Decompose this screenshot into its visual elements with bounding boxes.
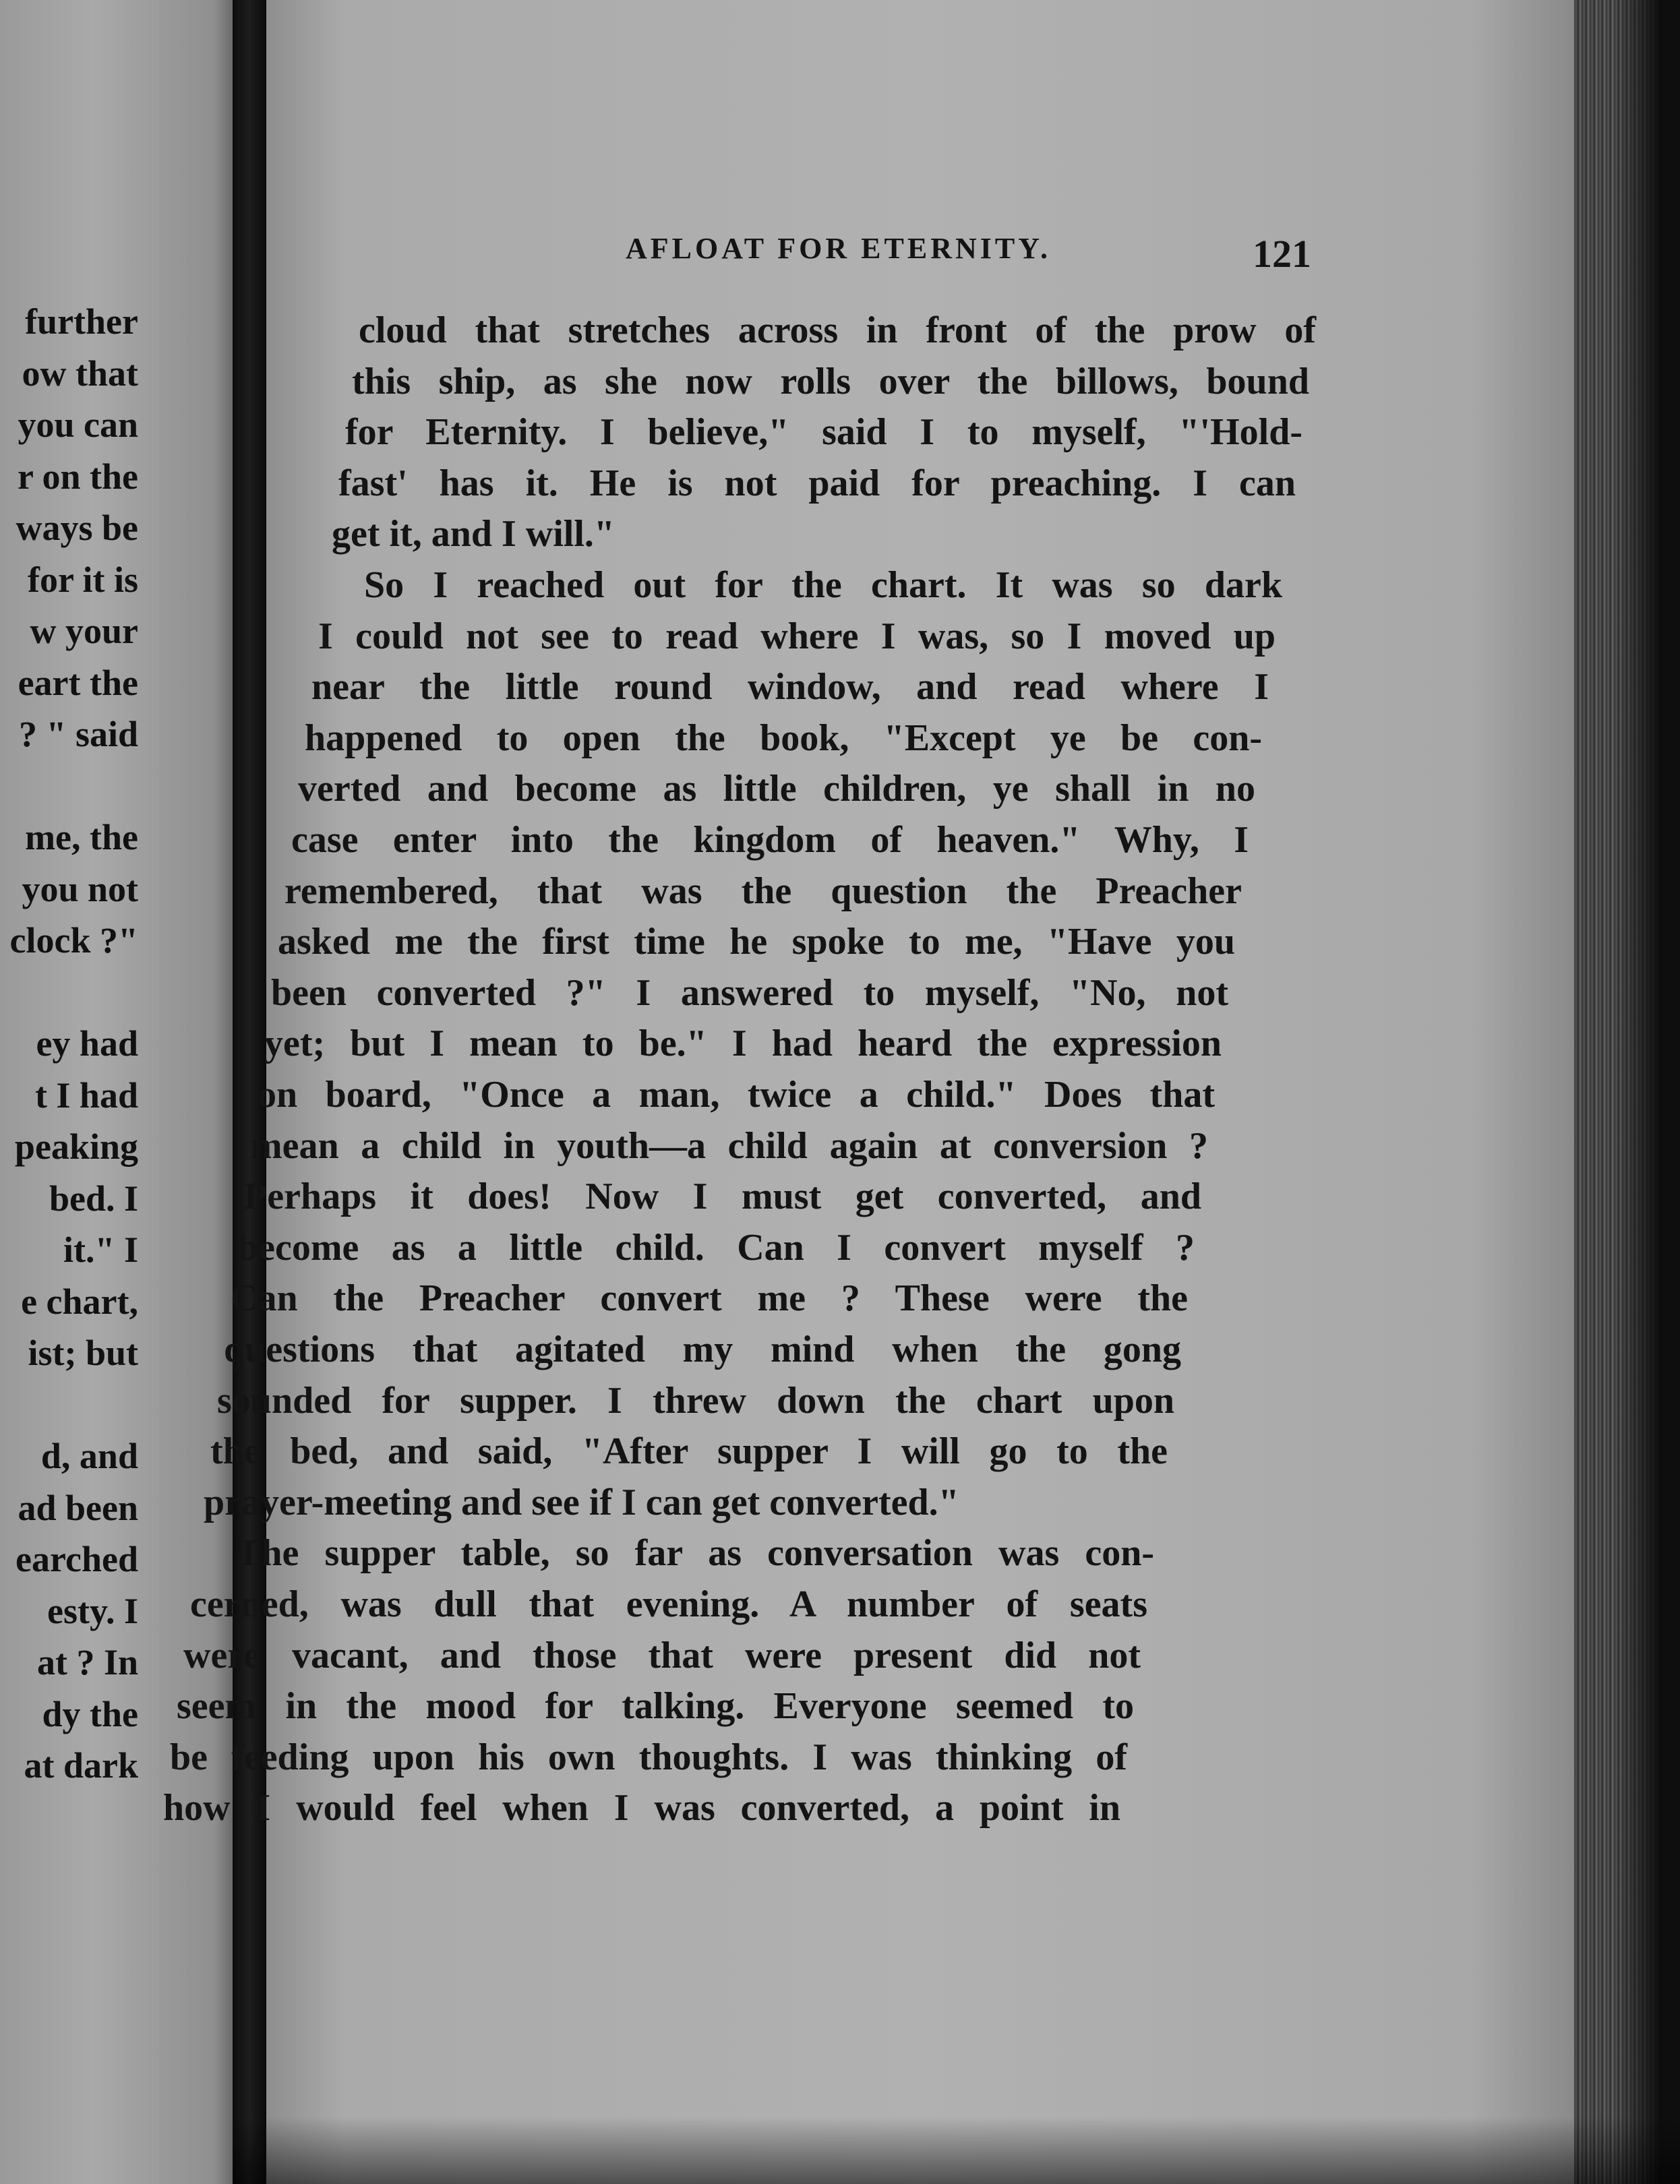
body-line: Perhaps it does! Now I must get converted, and [244, 1176, 1201, 1218]
left-page-line: bed. I [49, 1178, 138, 1219]
left-page-line: for it is [28, 559, 138, 600]
body-line: asked me the first time he spoke to me, "Have you [278, 921, 1235, 963]
body-line: become as a little child. Can I convert myself ? [237, 1226, 1195, 1269]
left-page-line: at ? In [36, 1642, 138, 1682]
left-page-fragment [0, 0, 233, 2184]
left-page-line: it." I [63, 1230, 138, 1270]
left-page-line: ? " said [18, 714, 138, 754]
left-page-line: at dark [24, 1745, 138, 1786]
body-line: sounded for supper. I threw down the chart upon [217, 1379, 1174, 1422]
body-line: I could not see to read where I was, so I moved up [318, 615, 1276, 657]
left-page-line: you not [22, 868, 138, 909]
body-line: been converted ?" I answered to myself, "No, not [271, 971, 1228, 1014]
body-line: cloud that stretches across in front of the prow of [359, 309, 1316, 351]
left-page-line: ways be [16, 508, 138, 548]
body-line: how I would feel when I was converted, a point in [163, 1787, 1120, 1829]
left-page-line: further [25, 301, 138, 342]
body-line: prayer-meeting and see if I can get converted." [204, 1481, 959, 1523]
left-page-line: w your [30, 611, 138, 651]
left-page-line: esty. I [47, 1590, 138, 1631]
left-page-line: eart the [18, 662, 138, 703]
body-line: Can the Preacher convert me ? These were the [231, 1277, 1188, 1320]
body-line: seem in the mood for talking. Everyone seemed to [177, 1685, 1134, 1728]
left-page-line: d, and [40, 1436, 138, 1476]
body-line: So I reached out for the chart. It was so dark [364, 564, 1282, 606]
running-head: AFLOAT FOR ETERNITY. [626, 232, 1051, 265]
left-page-line: you can [18, 404, 138, 445]
body-line: cerned, was dull that evening. A number of seats [190, 1583, 1147, 1625]
body-line: questions that agitated my mind when the gong [224, 1329, 1181, 1370]
body-line: The supper table, so far as conversation was con- [236, 1532, 1154, 1575]
left-page-line: peaking [14, 1126, 138, 1167]
body-line: near the little round window, and read where I [311, 666, 1269, 708]
body-line: for Eternity. I believe," said I to myself, "'Hold- [345, 411, 1302, 454]
body-line: be feeding upon his own thoughts. I was thinking of [170, 1736, 1127, 1778]
body-line: happened to open the book, "Except ye be con- [305, 717, 1262, 759]
left-page-line: ist; but [28, 1333, 138, 1373]
body-line: remembered, that was the question the Preacher [284, 870, 1242, 912]
body-line: yet; but I mean to be." I had heard the expression [264, 1023, 1222, 1065]
body-line: verted and become as little children, ye shall in no [298, 768, 1255, 810]
page-number: 121 [1253, 232, 1311, 276]
body-line: the bed, and said, "After supper I will go to the [210, 1430, 1168, 1473]
body-line: case enter into the kingdom of heaven." Why, I [291, 819, 1249, 861]
page-edges [1574, 0, 1680, 2184]
body-line: on board, "Once a man, twice a child." Does that [258, 1074, 1215, 1116]
left-page-line: me, the [25, 817, 138, 857]
left-page-line: r on the [17, 456, 138, 497]
body-line: mean a child in youth—a child again at conversion ? [251, 1124, 1208, 1167]
left-page-line: ow that [22, 353, 138, 394]
left-page-line: ey had [36, 1023, 138, 1064]
left-page-line: ad been [18, 1487, 138, 1528]
bottom-shadow [233, 2117, 1680, 2184]
left-page-line: clock ?" [9, 920, 138, 961]
body-line: get it, and I will." [332, 513, 615, 555]
body-line: were vacant, and those that were present did not [183, 1634, 1141, 1676]
body-line: this ship, as she now rolls over the billows, bound [352, 360, 1309, 402]
left-page-line: earched [16, 1539, 138, 1579]
left-page-line: e chart, [21, 1281, 138, 1322]
body-line: fast' has it. He is not paid for preaching. I can [338, 462, 1296, 504]
left-page-line: dy the [42, 1693, 138, 1734]
left-page-line: t I had [34, 1074, 138, 1116]
